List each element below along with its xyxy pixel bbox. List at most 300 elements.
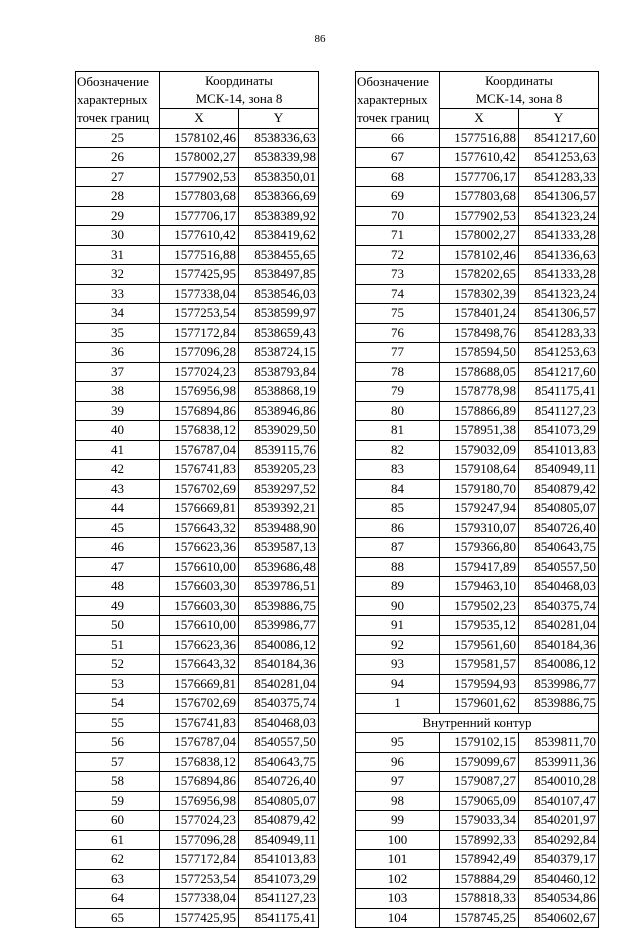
x-coordinate-cell: 1577172,84 bbox=[160, 850, 239, 870]
x-header: X bbox=[440, 109, 519, 129]
point-number-cell: 44 bbox=[76, 499, 160, 519]
x-coordinate-cell: 1577024,23 bbox=[160, 362, 239, 382]
x-coordinate-cell: 1576894,86 bbox=[160, 772, 239, 792]
table-row bbox=[356, 635, 599, 655]
point-number-cell: 98 bbox=[356, 791, 440, 811]
table-row bbox=[76, 538, 319, 558]
point-number-cell: 88 bbox=[356, 557, 440, 577]
x-coordinate-cell: 1578002,27 bbox=[440, 226, 519, 246]
table-row bbox=[356, 616, 599, 636]
y-coordinate-cell: 8541073,29 bbox=[239, 869, 319, 889]
table-row bbox=[76, 772, 319, 792]
x-coordinate-cell: 1578401,24 bbox=[440, 304, 519, 324]
point-number-cell: 79 bbox=[356, 382, 440, 402]
coordinates-header-line: МСК-14, зона 8 bbox=[475, 91, 563, 106]
point-number-cell: 34 bbox=[76, 304, 160, 324]
table-row bbox=[356, 752, 599, 772]
x-coordinate-cell: 1578102,46 bbox=[440, 245, 519, 265]
x-coordinate-cell: 1579417,89 bbox=[440, 557, 519, 577]
y-coordinate-cell: 8538389,92 bbox=[239, 206, 319, 226]
y-coordinate-cell: 8538793,84 bbox=[239, 362, 319, 382]
y-coordinate-cell: 8540643,75 bbox=[239, 752, 319, 772]
x-coordinate-cell: 1576787,04 bbox=[160, 440, 239, 460]
x-coordinate-cell: 1577610,42 bbox=[440, 148, 519, 168]
point-number-cell: 82 bbox=[356, 440, 440, 460]
x-coordinate-cell: 1579594,93 bbox=[440, 674, 519, 694]
point-number-cell: 63 bbox=[76, 869, 160, 889]
x-coordinate-cell: 1577803,68 bbox=[160, 187, 239, 207]
y-coordinate-cell: 8539911,36 bbox=[519, 752, 599, 772]
y-coordinate-cell: 8538546,03 bbox=[239, 284, 319, 304]
x-coordinate-cell: 1577706,17 bbox=[440, 167, 519, 187]
point-number-cell: 69 bbox=[356, 187, 440, 207]
x-coordinate-cell: 1576787,04 bbox=[160, 733, 239, 753]
y-coordinate-cell: 8539886,75 bbox=[519, 694, 599, 714]
point-number-cell: 52 bbox=[76, 655, 160, 675]
table-row bbox=[356, 518, 599, 538]
table-row bbox=[356, 245, 599, 265]
table-row bbox=[356, 382, 599, 402]
point-number-cell: 54 bbox=[76, 694, 160, 714]
point-number-cell: 80 bbox=[356, 401, 440, 421]
table-row bbox=[356, 811, 599, 831]
y-coordinate-cell: 8540107,47 bbox=[519, 791, 599, 811]
point-number-cell: 60 bbox=[76, 811, 160, 831]
point-number-cell: 53 bbox=[76, 674, 160, 694]
y-coordinate-cell: 8541283,33 bbox=[519, 167, 599, 187]
x-coordinate-cell: 1576610,00 bbox=[160, 616, 239, 636]
point-number-cell: 76 bbox=[356, 323, 440, 343]
y-coordinate-cell: 8540805,07 bbox=[239, 791, 319, 811]
x-coordinate-cell: 1576956,98 bbox=[160, 791, 239, 811]
y-coordinate-cell: 8539986,77 bbox=[239, 616, 319, 636]
y-coordinate-cell: 8541253,63 bbox=[519, 343, 599, 363]
point-number-cell: 78 bbox=[356, 362, 440, 382]
point-number-cell: 81 bbox=[356, 421, 440, 441]
table-row bbox=[356, 850, 599, 870]
table-row bbox=[76, 382, 319, 402]
y-coordinate-cell: 8540201,97 bbox=[519, 811, 599, 831]
x-coordinate-cell: 1577096,28 bbox=[160, 830, 239, 850]
y-coordinate-cell: 8541323,24 bbox=[519, 206, 599, 226]
x-coordinate-cell: 1578884,29 bbox=[440, 869, 519, 889]
point-number-cell: 43 bbox=[76, 479, 160, 499]
y-coordinate-cell: 8540949,11 bbox=[239, 830, 319, 850]
y-coordinate-cell: 8541127,23 bbox=[239, 889, 319, 909]
y-coordinate-cell: 8538339,98 bbox=[239, 148, 319, 168]
y-coordinate-cell: 8538868,19 bbox=[239, 382, 319, 402]
table-row bbox=[76, 577, 319, 597]
x-coordinate-cell: 1578202,65 bbox=[440, 265, 519, 285]
y-coordinate-cell: 8540534,86 bbox=[519, 889, 599, 909]
table-row bbox=[356, 148, 599, 168]
y-coordinate-cell: 8538336,63 bbox=[239, 128, 319, 148]
y-coordinate-cell: 8541175,41 bbox=[239, 908, 319, 928]
point-number-cell: 33 bbox=[76, 284, 160, 304]
y-coordinate-cell: 8540643,75 bbox=[519, 538, 599, 558]
point-number-cell: 36 bbox=[76, 343, 160, 363]
designation-header-line: характерных bbox=[77, 91, 148, 107]
table-row bbox=[76, 635, 319, 655]
y-coordinate-cell: 8539115,76 bbox=[239, 440, 319, 460]
y-coordinate-cell: 8540375,74 bbox=[519, 596, 599, 616]
table-row bbox=[76, 694, 319, 714]
point-number-cell: 100 bbox=[356, 830, 440, 850]
y-coordinate-cell: 8540879,42 bbox=[519, 479, 599, 499]
table-row bbox=[76, 362, 319, 382]
point-number-cell: 85 bbox=[356, 499, 440, 519]
point-number-cell: 41 bbox=[76, 440, 160, 460]
table-row bbox=[356, 772, 599, 792]
right-table-body-outer bbox=[356, 128, 599, 713]
point-number-cell: 67 bbox=[356, 148, 440, 168]
x-coordinate-cell: 1577516,88 bbox=[160, 245, 239, 265]
y-coordinate-cell: 8539488,90 bbox=[239, 518, 319, 538]
point-number-cell: 104 bbox=[356, 908, 440, 928]
point-number-cell: 40 bbox=[76, 421, 160, 441]
point-number-cell: 97 bbox=[356, 772, 440, 792]
x-coordinate-cell: 1576603,30 bbox=[160, 596, 239, 616]
x-coordinate-cell: 1579535,12 bbox=[440, 616, 519, 636]
table-row bbox=[356, 557, 599, 577]
x-coordinate-cell: 1579180,70 bbox=[440, 479, 519, 499]
point-number-cell: 92 bbox=[356, 635, 440, 655]
y-coordinate-cell: 8541283,33 bbox=[519, 323, 599, 343]
y-coordinate-cell: 8540805,07 bbox=[519, 499, 599, 519]
point-number-cell: 94 bbox=[356, 674, 440, 694]
y-coordinate-cell: 8541306,57 bbox=[519, 304, 599, 324]
y-coordinate-cell: 8539392,21 bbox=[239, 499, 319, 519]
y-coordinate-cell: 8539986,77 bbox=[519, 674, 599, 694]
y-coordinate-cell: 8541127,23 bbox=[519, 401, 599, 421]
table-row bbox=[76, 304, 319, 324]
table-row bbox=[356, 187, 599, 207]
y-coordinate-cell: 8538724,15 bbox=[239, 343, 319, 363]
y-coordinate-cell: 8538455,65 bbox=[239, 245, 319, 265]
table-row bbox=[356, 440, 599, 460]
y-coordinate-cell: 8540375,74 bbox=[239, 694, 319, 714]
y-coordinate-cell: 8540010,28 bbox=[519, 772, 599, 792]
table-row bbox=[356, 479, 599, 499]
point-number-cell: 83 bbox=[356, 460, 440, 480]
table-row bbox=[356, 499, 599, 519]
point-number-cell: 95 bbox=[356, 733, 440, 753]
table-row bbox=[76, 128, 319, 148]
coordinates-header-line: Координаты bbox=[485, 73, 553, 88]
y-coordinate-cell: 8540949,11 bbox=[519, 460, 599, 480]
y-coordinate-cell: 8541333,28 bbox=[519, 226, 599, 246]
point-number-cell: 73 bbox=[356, 265, 440, 285]
point-number-cell: 96 bbox=[356, 752, 440, 772]
y-coordinate-cell: 8541336,63 bbox=[519, 245, 599, 265]
inner-contour-section bbox=[356, 713, 599, 733]
coordinates-table-left bbox=[75, 71, 319, 928]
y-coordinate-cell: 8540879,42 bbox=[239, 811, 319, 831]
point-number-cell: 75 bbox=[356, 304, 440, 324]
table-row bbox=[76, 323, 319, 343]
table-row bbox=[356, 460, 599, 480]
y-coordinate-cell: 8541013,83 bbox=[519, 440, 599, 460]
table-row bbox=[356, 869, 599, 889]
point-number-cell: 103 bbox=[356, 889, 440, 909]
y-coordinate-cell: 8541306,57 bbox=[519, 187, 599, 207]
table-row bbox=[356, 284, 599, 304]
x-coordinate-cell: 1576610,00 bbox=[160, 557, 239, 577]
point-number-cell: 51 bbox=[76, 635, 160, 655]
point-number-cell: 84 bbox=[356, 479, 440, 499]
x-coordinate-cell: 1578745,25 bbox=[440, 908, 519, 928]
inner-contour-label: Внутренний контур bbox=[356, 713, 599, 733]
coordinates-header bbox=[160, 72, 319, 109]
table-row bbox=[76, 440, 319, 460]
coordinates-header bbox=[440, 72, 599, 109]
table-row bbox=[76, 850, 319, 870]
x-coordinate-cell: 1579366,80 bbox=[440, 538, 519, 558]
table-row bbox=[76, 908, 319, 928]
x-coordinate-cell: 1576669,81 bbox=[160, 499, 239, 519]
y-coordinate-cell: 8538497,85 bbox=[239, 265, 319, 285]
table-row bbox=[76, 499, 319, 519]
point-number-cell: 65 bbox=[76, 908, 160, 928]
x-coordinate-cell: 1579561,60 bbox=[440, 635, 519, 655]
point-number-cell: 50 bbox=[76, 616, 160, 636]
x-coordinate-cell: 1577902,53 bbox=[160, 167, 239, 187]
y-coordinate-cell: 8538659,43 bbox=[239, 323, 319, 343]
table-row bbox=[76, 655, 319, 675]
table-row bbox=[356, 323, 599, 343]
table-row bbox=[356, 226, 599, 246]
point-number-cell: 71 bbox=[356, 226, 440, 246]
x-coordinate-cell: 1576838,12 bbox=[160, 421, 239, 441]
point-number-cell: 45 bbox=[76, 518, 160, 538]
x-coordinate-cell: 1579099,67 bbox=[440, 752, 519, 772]
y-header: Y bbox=[239, 109, 319, 129]
point-number-cell: 72 bbox=[356, 245, 440, 265]
x-coordinate-cell: 1577706,17 bbox=[160, 206, 239, 226]
x-coordinate-cell: 1578866,89 bbox=[440, 401, 519, 421]
y-coordinate-cell: 8539029,50 bbox=[239, 421, 319, 441]
point-number-cell: 46 bbox=[76, 538, 160, 558]
y-coordinate-cell: 8539686,48 bbox=[239, 557, 319, 577]
table-row bbox=[356, 674, 599, 694]
x-coordinate-cell: 1576643,32 bbox=[160, 518, 239, 538]
y-header: Y bbox=[519, 109, 599, 129]
page-number: 86 bbox=[314, 33, 326, 45]
y-coordinate-cell: 8539811,70 bbox=[519, 733, 599, 753]
y-coordinate-cell: 8540468,03 bbox=[239, 713, 319, 733]
y-coordinate-cell: 8538366,69 bbox=[239, 187, 319, 207]
x-coordinate-cell: 1578951,38 bbox=[440, 421, 519, 441]
x-coordinate-cell: 1578992,33 bbox=[440, 830, 519, 850]
x-coordinate-cell: 1578002,27 bbox=[160, 148, 239, 168]
x-coordinate-cell: 1577172,84 bbox=[160, 323, 239, 343]
x-coordinate-cell: 1578302,39 bbox=[440, 284, 519, 304]
table-row bbox=[356, 343, 599, 363]
y-coordinate-cell: 8540086,12 bbox=[239, 635, 319, 655]
table-row bbox=[76, 421, 319, 441]
table-row bbox=[76, 557, 319, 577]
x-coordinate-cell: 1576623,36 bbox=[160, 538, 239, 558]
designation-header-line: точек границ bbox=[357, 109, 430, 125]
point-number-cell: 26 bbox=[76, 148, 160, 168]
y-coordinate-cell: 8541073,29 bbox=[519, 421, 599, 441]
table-row bbox=[356, 167, 599, 187]
y-coordinate-cell: 8541217,60 bbox=[519, 128, 599, 148]
x-coordinate-cell: 1576838,12 bbox=[160, 752, 239, 772]
point-number-cell: 90 bbox=[356, 596, 440, 616]
x-coordinate-cell: 1578498,76 bbox=[440, 323, 519, 343]
point-number-cell: 29 bbox=[76, 206, 160, 226]
point-number-cell: 59 bbox=[76, 791, 160, 811]
y-coordinate-cell: 8541013,83 bbox=[239, 850, 319, 870]
x-coordinate-cell: 1577253,54 bbox=[160, 869, 239, 889]
coordinates-header-line: МСК-14, зона 8 bbox=[195, 91, 283, 106]
table-row bbox=[76, 401, 319, 421]
x-coordinate-cell: 1577338,04 bbox=[160, 889, 239, 909]
y-coordinate-cell: 8540292,84 bbox=[519, 830, 599, 850]
point-number-cell: 91 bbox=[356, 616, 440, 636]
y-coordinate-cell: 8541175,41 bbox=[519, 382, 599, 402]
x-coordinate-cell: 1576702,69 bbox=[160, 694, 239, 714]
table-row bbox=[76, 616, 319, 636]
x-coordinate-cell: 1579065,09 bbox=[440, 791, 519, 811]
point-number-cell: 99 bbox=[356, 811, 440, 831]
table-row bbox=[76, 733, 319, 753]
point-number-cell: 27 bbox=[76, 167, 160, 187]
point-number-cell: 55 bbox=[76, 713, 160, 733]
table-row bbox=[356, 577, 599, 597]
y-coordinate-cell: 8540281,04 bbox=[519, 616, 599, 636]
table-row bbox=[76, 187, 319, 207]
point-number-cell: 58 bbox=[76, 772, 160, 792]
table-row bbox=[76, 167, 319, 187]
table-row bbox=[76, 830, 319, 850]
point-number-cell: 101 bbox=[356, 850, 440, 870]
point-number-cell: 35 bbox=[76, 323, 160, 343]
designation-header bbox=[356, 72, 440, 129]
x-coordinate-cell: 1576741,83 bbox=[160, 460, 239, 480]
table-row bbox=[76, 148, 319, 168]
point-number-cell: 77 bbox=[356, 343, 440, 363]
point-number-cell: 102 bbox=[356, 869, 440, 889]
point-number-cell: 57 bbox=[76, 752, 160, 772]
table-row bbox=[76, 265, 319, 285]
point-number-cell: 49 bbox=[76, 596, 160, 616]
x-coordinate-cell: 1576956,98 bbox=[160, 382, 239, 402]
point-number-cell: 62 bbox=[76, 850, 160, 870]
point-number-cell: 42 bbox=[76, 460, 160, 480]
point-number-cell: 87 bbox=[356, 538, 440, 558]
point-number-cell: 66 bbox=[356, 128, 440, 148]
y-coordinate-cell: 8540460,12 bbox=[519, 869, 599, 889]
y-coordinate-cell: 8538350,01 bbox=[239, 167, 319, 187]
x-coordinate-cell: 1576643,32 bbox=[160, 655, 239, 675]
x-coordinate-cell: 1578942,49 bbox=[440, 850, 519, 870]
x-coordinate-cell: 1579087,27 bbox=[440, 772, 519, 792]
left-table-body bbox=[76, 128, 319, 928]
table-row bbox=[76, 869, 319, 889]
x-coordinate-cell: 1576894,86 bbox=[160, 401, 239, 421]
table-row bbox=[76, 245, 319, 265]
table-row bbox=[76, 674, 319, 694]
point-number-cell: 48 bbox=[76, 577, 160, 597]
table-row bbox=[356, 265, 599, 285]
point-number-cell: 93 bbox=[356, 655, 440, 675]
x-coordinate-cell: 1579032,09 bbox=[440, 440, 519, 460]
y-coordinate-cell: 8540379,17 bbox=[519, 850, 599, 870]
x-coordinate-cell: 1577902,53 bbox=[440, 206, 519, 226]
point-number-cell: 37 bbox=[76, 362, 160, 382]
point-number-cell: 89 bbox=[356, 577, 440, 597]
designation-header-line: характерных bbox=[357, 91, 428, 107]
y-coordinate-cell: 8541333,28 bbox=[519, 265, 599, 285]
x-coordinate-cell: 1579033,34 bbox=[440, 811, 519, 831]
y-coordinate-cell: 8540184,36 bbox=[239, 655, 319, 675]
x-coordinate-cell: 1578778,98 bbox=[440, 382, 519, 402]
table-row bbox=[356, 421, 599, 441]
table-row bbox=[76, 713, 319, 733]
x-coordinate-cell: 1577425,95 bbox=[160, 265, 239, 285]
designation-header-line: Обозначение bbox=[357, 73, 429, 89]
y-coordinate-cell: 8541323,24 bbox=[519, 284, 599, 304]
coordinates-table-right bbox=[355, 71, 599, 928]
x-coordinate-cell: 1576669,81 bbox=[160, 674, 239, 694]
table-row bbox=[356, 889, 599, 909]
x-coordinate-cell: 1579247,94 bbox=[440, 499, 519, 519]
y-coordinate-cell: 8540557,50 bbox=[519, 557, 599, 577]
coordinates-header-line: Координаты bbox=[205, 73, 273, 88]
table-row bbox=[356, 538, 599, 558]
point-number-cell: 56 bbox=[76, 733, 160, 753]
point-number-cell: 30 bbox=[76, 226, 160, 246]
designation-header-line: точек границ bbox=[77, 109, 150, 125]
table-row bbox=[356, 694, 599, 714]
x-coordinate-cell: 1577425,95 bbox=[160, 908, 239, 928]
table-row bbox=[356, 908, 599, 928]
y-coordinate-cell: 8540726,40 bbox=[239, 772, 319, 792]
y-coordinate-cell: 8539587,13 bbox=[239, 538, 319, 558]
point-number-cell: 1 bbox=[356, 694, 440, 714]
x-coordinate-cell: 1577610,42 bbox=[160, 226, 239, 246]
table-row bbox=[356, 206, 599, 226]
x-header: X bbox=[160, 109, 239, 129]
table-row bbox=[76, 460, 319, 480]
x-coordinate-cell: 1577024,23 bbox=[160, 811, 239, 831]
y-coordinate-cell: 8539297,52 bbox=[239, 479, 319, 499]
y-coordinate-cell: 8538599,97 bbox=[239, 304, 319, 324]
table-row bbox=[356, 401, 599, 421]
table-row bbox=[356, 733, 599, 753]
x-coordinate-cell: 1576702,69 bbox=[160, 479, 239, 499]
x-coordinate-cell: 1578594,50 bbox=[440, 343, 519, 363]
table-row bbox=[76, 479, 319, 499]
y-coordinate-cell: 8540184,36 bbox=[519, 635, 599, 655]
point-number-cell: 32 bbox=[76, 265, 160, 285]
table-row bbox=[76, 284, 319, 304]
point-number-cell: 74 bbox=[356, 284, 440, 304]
y-coordinate-cell: 8540602,67 bbox=[519, 908, 599, 928]
y-coordinate-cell: 8539205,23 bbox=[239, 460, 319, 480]
x-coordinate-cell: 1578102,46 bbox=[160, 128, 239, 148]
right-table-body-inner bbox=[356, 733, 599, 928]
table-row bbox=[76, 518, 319, 538]
x-coordinate-cell: 1579108,64 bbox=[440, 460, 519, 480]
table-row bbox=[76, 226, 319, 246]
y-coordinate-cell: 8538946,86 bbox=[239, 401, 319, 421]
table-row bbox=[356, 304, 599, 324]
x-coordinate-cell: 1579502,23 bbox=[440, 596, 519, 616]
point-number-cell: 28 bbox=[76, 187, 160, 207]
